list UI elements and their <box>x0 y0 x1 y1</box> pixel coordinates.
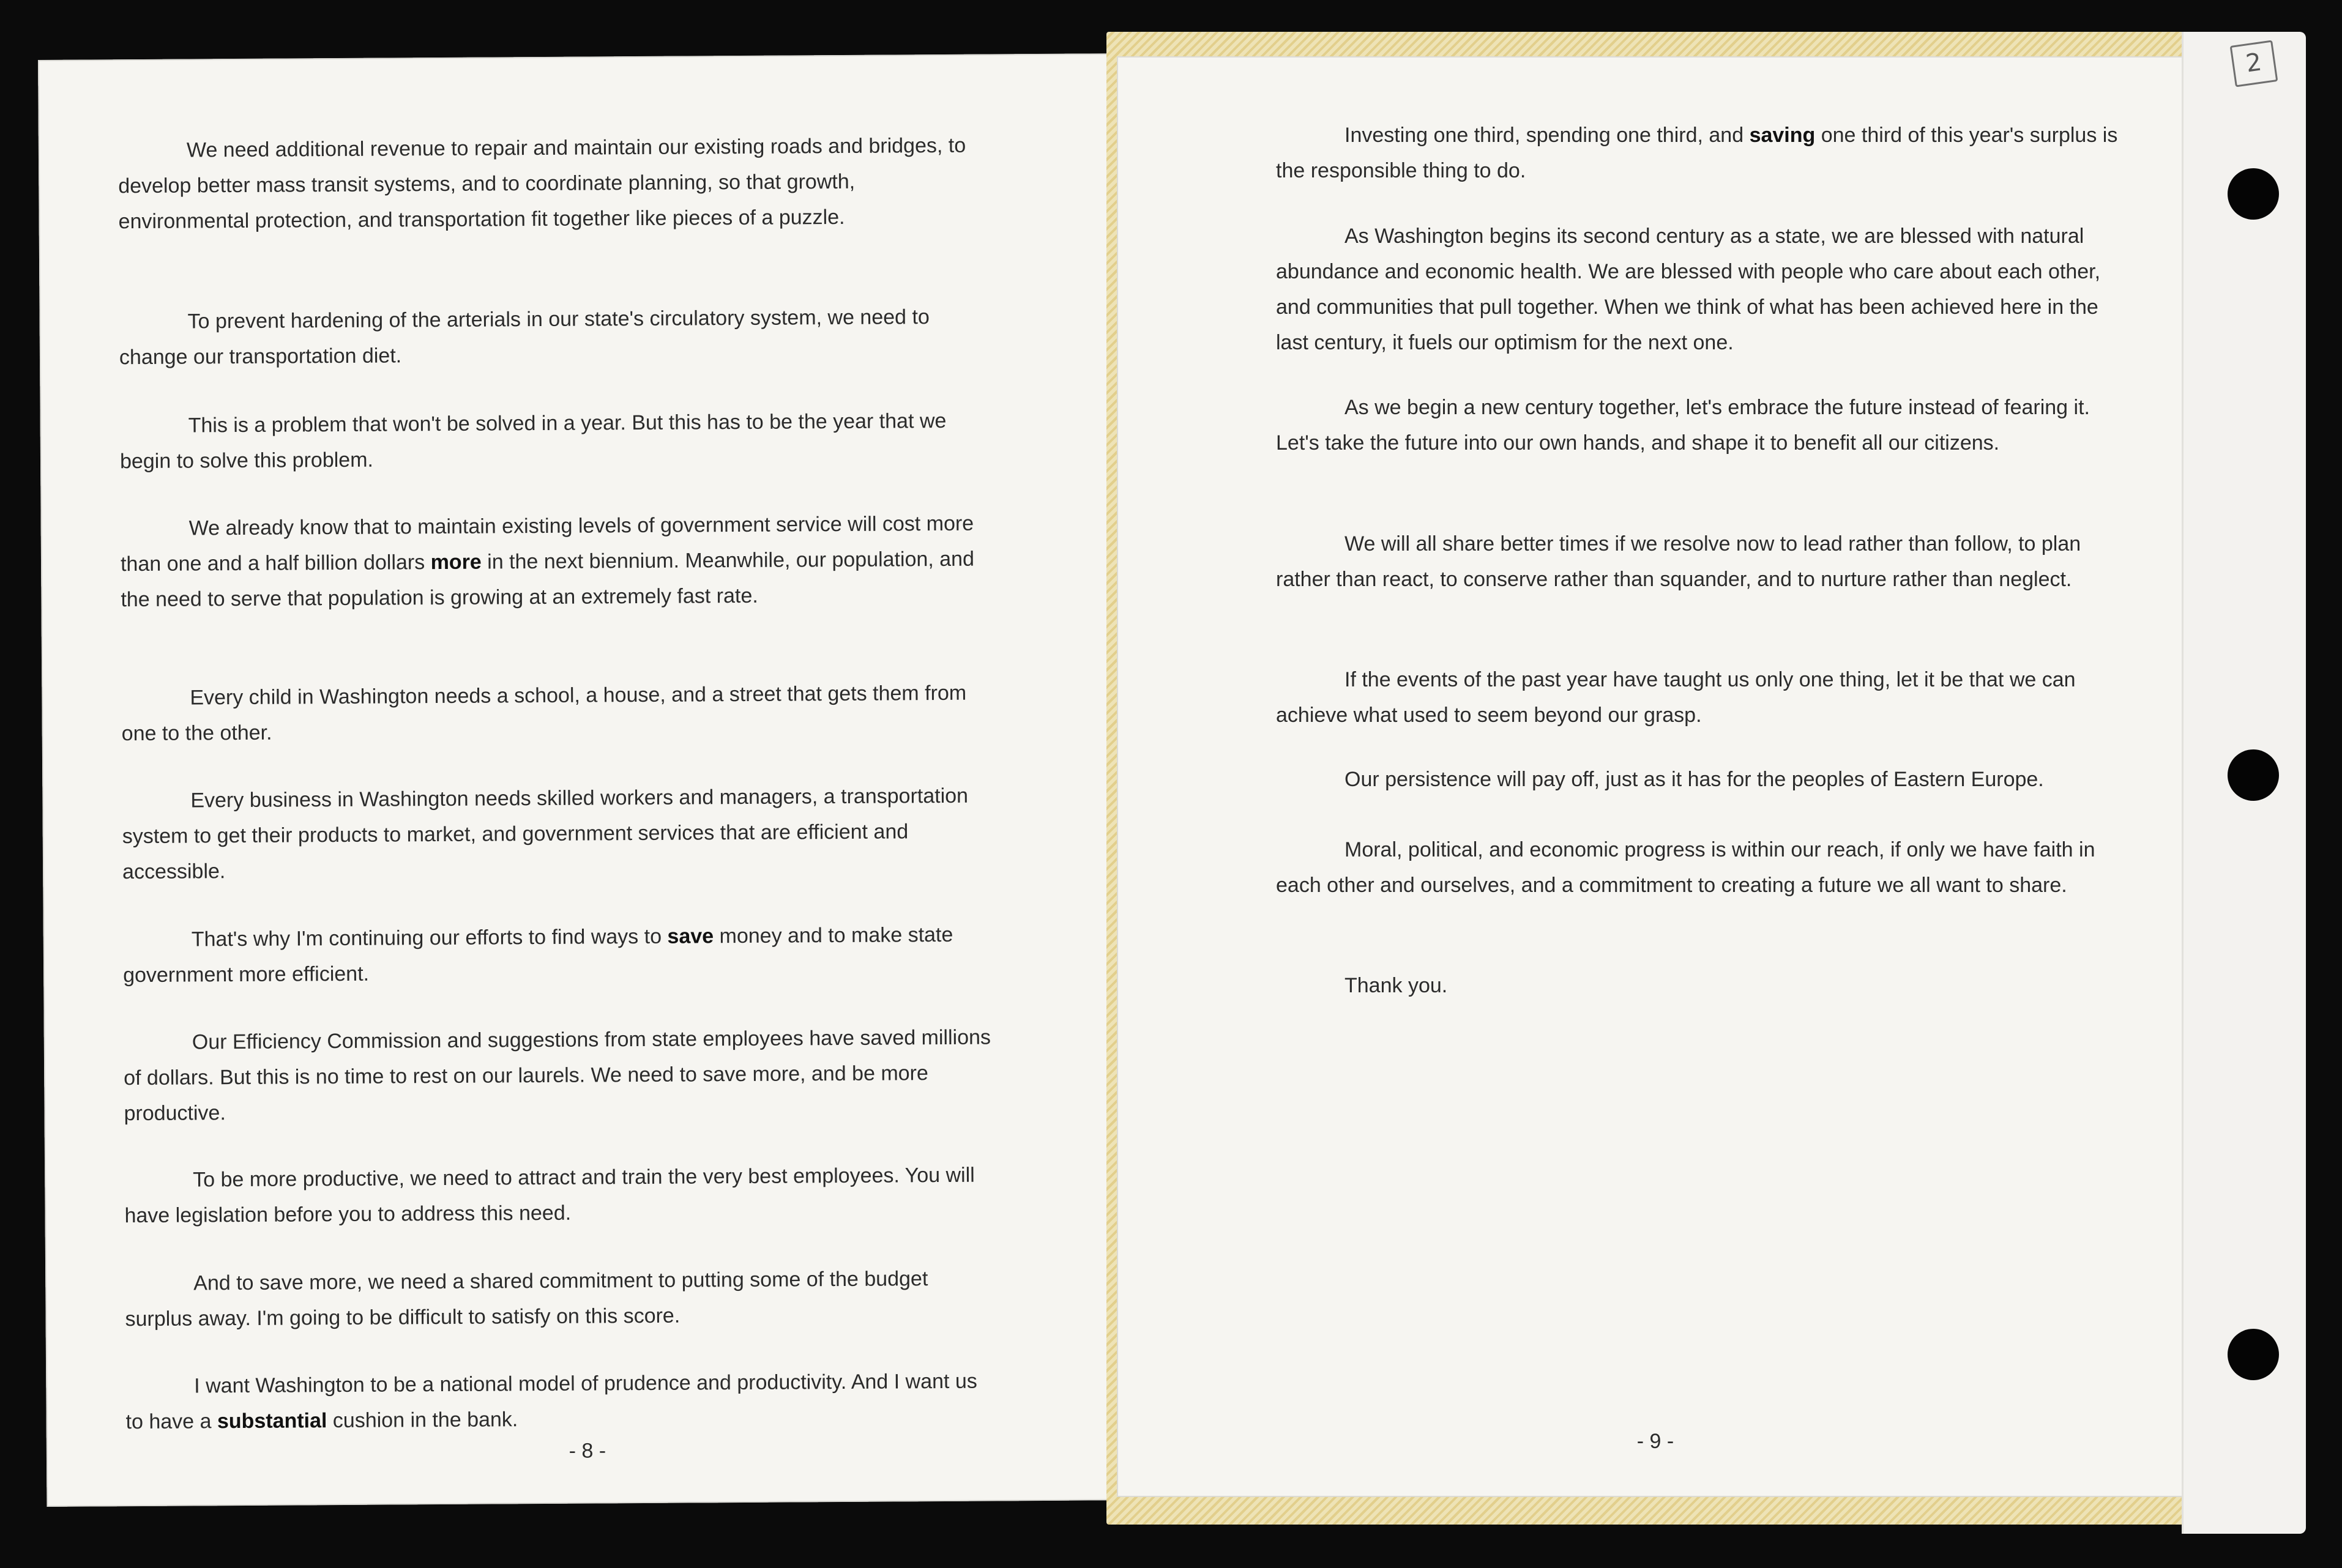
paragraph: If the events of the past year have taught us only one thing, let it be that we can achieve what used to seem beyond our grasp. <box>1276 668 2076 727</box>
paragraph: To be more productive, we need to attract and train the very best employees. You will have legislation before you to address this need. <box>124 1163 975 1228</box>
page-number: - 8 - <box>569 1439 606 1463</box>
paragraph: We need additional revenue to repair and maintain our existing roads and bridges, to develop better mass transit systems, and to coordinate planning, so that growth, environmental protection, and transportation fit together like pieces of a puzzle. <box>118 133 966 234</box>
paragraph-text: Investing one third, spending one third, and <box>1344 124 1750 147</box>
paragraph-text: one third of this year's surplus is the responsible thing to do. <box>1276 124 2118 182</box>
emphasis: saving <box>1749 124 1816 147</box>
paragraph <box>121 506 990 618</box>
paragraph: This is a problem that won't be solved in a year. But this has to be the year that we begin to solve this problem. <box>119 409 947 474</box>
punch-hole-icon <box>2228 1329 2279 1380</box>
paragraph <box>125 1363 995 1440</box>
handwritten-page-tag: 2 <box>2230 40 2278 87</box>
paragraph <box>123 917 993 994</box>
paragraph: Every business in Washington needs skilled workers and managers, a transportation system to get their products to market, and government services that are efficient and accessible. <box>122 784 969 884</box>
punch-hole-icon <box>2228 749 2279 801</box>
paragraph: As we begin a new century together, let's embrace the future instead of fearing it. Let's take the future into our own hands, and shape it to benefit all our citizens. <box>1276 396 2090 455</box>
punch-hole-icon <box>2228 168 2279 220</box>
paragraph: And to save more, we need a shared commitment to putting some of the budget surplus away. I'm going to be difficult to satisfy on this score. <box>125 1267 928 1331</box>
paragraph-text: in the next biennium. Meanwhile, our population, and the need to serve that population is growing at an extremely fast rate. <box>121 547 975 612</box>
paragraph: As Washington begins its second century as a state, we are blessed with natural abundance and economic health. We are blessed with people who care about each other, and communities that pull together. When we think of what has been achieved here in the last century, it fuels our optimism for the next one. <box>1276 225 2101 354</box>
paragraph: Moral, political, and economic progress is within our reach, if only we have faith in each other and ourselves, and a commitment to creating a future we all want to share. <box>1276 838 2095 897</box>
emphasis: save <box>667 924 714 948</box>
right-page <box>1117 56 2194 1497</box>
paragraph-text: money and to make state government more efficient. <box>123 923 953 987</box>
paragraph: Our Efficiency Commission and suggestions from state employees have saved millions of dollars. But this is no time to rest on our laurels. We need to save more, and be more productive. <box>124 1025 991 1126</box>
paragraph-text: That's why I'm continuing our efforts to find ways to <box>191 924 668 951</box>
paragraph <box>1276 117 2127 188</box>
paragraph: Our persistence will pay off, just as it has for the peoples of Eastern Europe. <box>1344 768 2044 791</box>
paragraph-text: cushion in the bank. <box>327 1408 518 1433</box>
left-page <box>38 53 1128 1507</box>
page-number: - 9 - <box>1636 1430 1674 1453</box>
paragraph: Thank you. <box>1344 974 1448 997</box>
paragraph-text: I want Washington to be a national model of prudence and productivity. And I want us to have a <box>125 1369 977 1434</box>
paragraph: Every child in Washington needs a school, a house, and a street that gets them from one to the other. <box>121 681 967 746</box>
emphasis: more <box>430 550 482 574</box>
paragraph-text: We already know that to maintain existing levels of government service will cost more than one and a half billion dollars <box>120 511 974 576</box>
paragraph: We will all share better times if we resolve now to lead rather than follow, to plan rather than react, to conserve rather than squander, and to nurture rather than neglect. <box>1276 532 2081 591</box>
emphasis: substantial <box>217 1409 327 1433</box>
paragraph: To prevent hardening of the arterials in our state's circulatory system, we need to change our transportation diet. <box>119 305 930 370</box>
